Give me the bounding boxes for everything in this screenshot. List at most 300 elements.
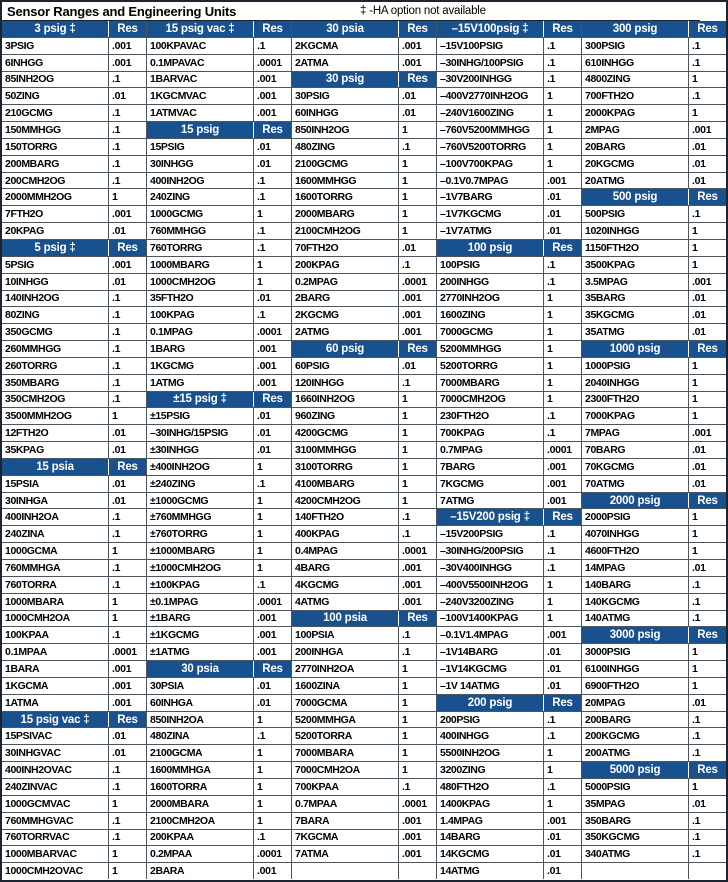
range-cell: 4070INHGG: [582, 526, 689, 542]
res-cell: .001: [257, 73, 277, 86]
table-row: [292, 796, 436, 813]
res-cell: .1: [692, 90, 701, 103]
range-cell: –1V7KGCMG: [437, 206, 544, 222]
range-cell: 20KGCMG: [582, 156, 689, 172]
table-row: [2, 274, 146, 291]
range-cell: 70FTH2O: [292, 240, 399, 256]
res-cell: 1: [257, 545, 263, 558]
section-header-cell: 15 psig vac ‡: [147, 21, 254, 37]
table-row: [582, 661, 726, 678]
range-cell: 70KGCMG: [582, 459, 689, 475]
table-row: [437, 493, 581, 510]
range-cell: 35KPAG: [2, 442, 109, 458]
table-row: [437, 577, 581, 594]
res-header-cell: Res: [399, 21, 436, 37]
table-row: [292, 728, 436, 745]
table-row: [582, 678, 726, 695]
range-cell: 140KGCMG: [582, 594, 689, 610]
range-cell: 12FTH2O: [2, 425, 109, 441]
range-cell: 7000MBARA: [292, 745, 399, 761]
table-row: [437, 678, 581, 695]
table-row: [147, 274, 291, 291]
table-row: [582, 830, 726, 847]
table-row: [2, 644, 146, 661]
res-cell: .0001: [402, 797, 427, 810]
table-row: [2, 543, 146, 560]
range-cell: 4ATMG: [292, 594, 399, 610]
res-cell: .1: [547, 258, 556, 271]
range-cell: 480ZINA: [147, 728, 254, 744]
table-row: [292, 577, 436, 594]
table-row: [437, 644, 581, 661]
table-row: [437, 796, 581, 813]
section-header-row: [292, 72, 436, 89]
range-cell: –760V5200MMHGG: [437, 122, 544, 138]
range-cell: 100KPAVAC: [147, 38, 254, 54]
range-cell: 4100MBARG: [292, 476, 399, 492]
range-cell: 35FTH2O: [147, 291, 254, 307]
table-row: [292, 543, 436, 560]
range-cell: 1600TORRG: [292, 189, 399, 205]
range-cell: ±760TORRG: [147, 526, 254, 542]
table-row: [292, 189, 436, 206]
range-cell: 200INHGA: [292, 644, 399, 660]
range-cell: 1KGCMVAC: [147, 88, 254, 104]
table-row: [292, 779, 436, 796]
range-cell: 30INHGG: [147, 156, 254, 172]
table-row: [582, 206, 726, 223]
res-cell: .1: [692, 814, 701, 827]
res-cell: .001: [257, 865, 277, 878]
range-cell: 1000CMH2OA: [2, 611, 109, 627]
table-row: [437, 189, 581, 206]
res-cell: .1: [257, 241, 266, 254]
table-row: [437, 341, 581, 358]
section-header-row: [437, 240, 581, 257]
range-cell: 1020INHGG: [582, 223, 689, 239]
table-row: [292, 712, 436, 729]
range-cell: 1ATMA: [2, 695, 109, 711]
range-cell: 5200MMHGG: [437, 341, 544, 357]
res-cell: .1: [402, 629, 411, 642]
range-cell: –1V7BARG: [437, 189, 544, 205]
table-row: [437, 661, 581, 678]
res-header-cell: Res: [544, 21, 581, 37]
res-cell: 1: [257, 208, 263, 221]
range-cell: 480ZING: [292, 139, 399, 155]
res-cell: .01: [257, 679, 271, 692]
res-cell: 1: [112, 865, 118, 878]
res-cell: .001: [692, 123, 712, 136]
range-cell: ±240ZING: [147, 476, 254, 492]
table-row: [2, 779, 146, 796]
range-cell: 1600ZINA: [292, 678, 399, 694]
range-cell: 85INH2OG: [2, 72, 109, 88]
range-cell: 2000MBARA: [147, 796, 254, 812]
table-row: [582, 274, 726, 291]
res-cell: 1: [402, 460, 408, 473]
table-row: [147, 375, 291, 392]
range-cell: 5PSIG: [2, 257, 109, 273]
table-row: [147, 38, 291, 55]
range-cell: –1V14KGCMG: [437, 661, 544, 677]
res-cell: .01: [402, 359, 416, 372]
range-cell: 5200TORRA: [292, 728, 399, 744]
section-header-row: [582, 189, 726, 206]
range-cell: 2KGCMG: [292, 307, 399, 323]
range-cell: 3500MMH2OG: [2, 408, 109, 424]
range-cell: –100V1400KPAG: [437, 611, 544, 627]
table-row: [437, 307, 581, 324]
res-cell: .01: [257, 157, 271, 170]
table-row: [2, 745, 146, 762]
range-cell: 1KGCMG: [147, 358, 254, 374]
table-row: [2, 762, 146, 779]
table-row: [147, 358, 291, 375]
section-header-cell: 1000 psig: [582, 341, 689, 357]
range-cell: 2000PSIG: [582, 509, 689, 525]
res-header-cell: Res: [689, 493, 726, 509]
table-row: [2, 695, 146, 712]
table-row: [147, 291, 291, 308]
table-row: [437, 173, 581, 190]
table-row: [582, 459, 726, 476]
table-row: [2, 223, 146, 240]
res-header-cell: Res: [689, 341, 726, 357]
range-cell: 3.5MPAG: [582, 274, 689, 290]
table-row: [147, 408, 291, 425]
res-cell: .01: [257, 292, 271, 305]
range-cell: 1000GCMVAC: [2, 796, 109, 812]
table-row: [582, 577, 726, 594]
range-cell: 2100GCMA: [147, 745, 254, 761]
res-cell: 1: [257, 460, 263, 473]
table-row: [582, 55, 726, 72]
table-row: [147, 139, 291, 156]
res-cell: 1: [257, 713, 263, 726]
title-bar: [2, 2, 726, 21]
res-cell: 1: [692, 646, 698, 659]
res-cell: .1: [692, 56, 701, 69]
res-cell: .1: [112, 123, 121, 136]
table-row: [437, 813, 581, 830]
res-cell: .01: [547, 679, 561, 692]
res-cell: .001: [547, 814, 567, 827]
res-cell: .01: [547, 831, 561, 844]
range-cell: 2KGCMA: [292, 38, 399, 54]
table-row: [437, 712, 581, 729]
res-cell: .1: [402, 780, 411, 793]
table-row: [437, 543, 581, 560]
res-cell: .01: [692, 460, 706, 473]
table-row: [292, 526, 436, 543]
table-row: [582, 173, 726, 190]
range-cell: 7ATMG: [437, 493, 544, 509]
range-cell: –400V5500INH2OG: [437, 577, 544, 593]
range-cell: 7000GCMG: [437, 324, 544, 340]
res-cell: .1: [402, 511, 411, 524]
table-row: [147, 425, 291, 442]
res-cell: .1: [112, 359, 121, 372]
table-row: [2, 122, 146, 139]
section-header-row: [582, 21, 726, 38]
range-cell: –15V200PSIG: [437, 526, 544, 542]
table-row: [2, 139, 146, 156]
range-cell: 7000MBARG: [437, 375, 544, 391]
range-cell: 1BARVAC: [147, 72, 254, 88]
range-cell: 200ATMG: [582, 745, 689, 761]
res-cell: .001: [257, 107, 277, 120]
res-cell: .1: [257, 225, 266, 238]
corner-gap: [700, 0, 728, 21]
res-cell: 1: [402, 427, 408, 440]
range-cell: 6100INHGG: [582, 661, 689, 677]
table-row: [437, 375, 581, 392]
range-cell: ±1KGCMG: [147, 627, 254, 643]
table-row: [437, 762, 581, 779]
res-cell: .001: [257, 612, 277, 625]
res-cell: .01: [112, 444, 126, 457]
table-row: [2, 425, 146, 442]
range-cell: 0.7MPAG: [437, 442, 544, 458]
res-cell: .01: [257, 696, 271, 709]
range-cell: 35BARG: [582, 291, 689, 307]
range-cell: 760MMHGVAC: [2, 813, 109, 829]
column-group-2: [147, 21, 292, 879]
range-cell: 760MMHGG: [147, 223, 254, 239]
table-row: [292, 240, 436, 257]
table-row: [292, 307, 436, 324]
range-cell: –30INHG/100PSIG: [437, 55, 544, 71]
table-row: [147, 173, 291, 190]
table-row: [2, 594, 146, 611]
range-cell: 300PSIG: [582, 38, 689, 54]
section-header-row: [582, 493, 726, 510]
res-cell: .1: [112, 309, 121, 322]
res-cell: .01: [692, 140, 706, 153]
res-cell: .1: [692, 747, 701, 760]
range-cell: 200MBARG: [2, 156, 109, 172]
res-cell: .001: [402, 578, 422, 591]
res-cell: 1: [402, 730, 408, 743]
range-cell: 200KGCMG: [582, 728, 689, 744]
table-row: [2, 728, 146, 745]
table-row: [437, 291, 581, 308]
res-cell: .1: [402, 258, 411, 271]
table-row: [2, 189, 146, 206]
table-row: [2, 375, 146, 392]
range-cell: 120INHGG: [292, 375, 399, 391]
res-cell: .1: [112, 393, 121, 406]
res-cell: 1: [257, 561, 263, 574]
res-cell: [689, 863, 726, 879]
res-cell: .001: [257, 376, 277, 389]
range-cell: 2100CMH2OG: [292, 223, 399, 239]
res-cell: .01: [112, 275, 126, 288]
table-row: [292, 863, 436, 879]
res-cell: .01: [547, 662, 561, 675]
range-cell: 2770INH2OA: [292, 661, 399, 677]
res-cell: .01: [547, 646, 561, 659]
res-cell: .1: [112, 814, 121, 827]
res-cell: .001: [112, 662, 132, 675]
res-cell: .1: [112, 73, 121, 86]
table-row: [147, 156, 291, 173]
res-cell: .01: [112, 494, 126, 507]
res-cell: 1: [547, 578, 553, 591]
table-row: [582, 139, 726, 156]
section-header-cell: –15V200 psig ‡: [437, 509, 544, 525]
range-cell: 14BARG: [437, 830, 544, 846]
table-row: [582, 72, 726, 89]
table-row: [582, 358, 726, 375]
section-header-row: [2, 712, 146, 729]
range-cell: 760TORRVAC: [2, 830, 109, 846]
table-row: [2, 156, 146, 173]
range-cell: 5200MMHGA: [292, 712, 399, 728]
res-cell: .1: [547, 56, 556, 69]
res-cell: .1: [112, 376, 121, 389]
res-cell: .001: [257, 629, 277, 642]
res-cell: .01: [692, 292, 706, 305]
res-cell: 1: [402, 747, 408, 760]
range-cell: 7000KPAG: [582, 408, 689, 424]
res-header-cell: Res: [109, 459, 146, 475]
res-cell: [399, 863, 436, 879]
table-row: [437, 627, 581, 644]
res-header-cell: Res: [544, 240, 581, 256]
range-cell: 7BARA: [292, 813, 399, 829]
table-row: [437, 728, 581, 745]
column-group-3: [292, 21, 437, 879]
table-row: [147, 105, 291, 122]
table-row: [437, 408, 581, 425]
table-row: [437, 105, 581, 122]
res-cell: 1: [547, 359, 553, 372]
range-cell: ±1BARG: [147, 611, 254, 627]
res-cell: .1: [547, 73, 556, 86]
table-row: [2, 341, 146, 358]
table-row: [147, 240, 291, 257]
table-row: [2, 796, 146, 813]
range-cell: 3200ZING: [437, 762, 544, 778]
range-cell: 200INHGG: [437, 274, 544, 290]
res-cell: .01: [547, 208, 561, 221]
range-cell: 3000PSIG: [582, 644, 689, 660]
res-header-cell: Res: [399, 72, 436, 88]
res-cell: .1: [257, 174, 266, 187]
table-row: [147, 307, 291, 324]
table-row: [292, 644, 436, 661]
range-cell: 500PSIG: [582, 206, 689, 222]
table-row: [2, 830, 146, 847]
range-cell: 1000CMH2OG: [147, 274, 254, 290]
table-row: [292, 156, 436, 173]
range-cell: [582, 863, 689, 879]
table-row: [147, 712, 291, 729]
res-cell: .001: [402, 326, 422, 339]
res-cell: .1: [112, 831, 121, 844]
res-cell: 1: [547, 342, 553, 355]
range-cell: 3100MMHGG: [292, 442, 399, 458]
res-cell: .0001: [257, 595, 282, 608]
res-cell: .001: [402, 561, 422, 574]
res-cell: 1: [402, 679, 408, 692]
range-cell: 150MMHGG: [2, 122, 109, 138]
range-cell: 260MMHGG: [2, 341, 109, 357]
res-cell: 1: [257, 797, 263, 810]
range-cell: –30V400INHGG: [437, 560, 544, 576]
res-cell: 1: [402, 477, 408, 490]
table-row: [2, 88, 146, 105]
range-cell: 760TORRG: [147, 240, 254, 256]
range-cell: 2000MBARG: [292, 206, 399, 222]
res-cell: 1: [692, 780, 698, 793]
range-cell: 20ATMG: [582, 173, 689, 189]
res-cell: .1: [692, 831, 701, 844]
res-header-cell: Res: [109, 21, 146, 37]
res-cell: .1: [257, 191, 266, 204]
res-cell: .1: [547, 561, 556, 574]
table-row: [147, 206, 291, 223]
section-header-row: [582, 341, 726, 358]
res-cell: .001: [692, 275, 712, 288]
table-row: [147, 223, 291, 240]
range-cell: 2300FTH2O: [582, 392, 689, 408]
range-cell: 350MBARG: [2, 375, 109, 391]
res-cell: .1: [257, 309, 266, 322]
range-cell: 2ATMA: [292, 55, 399, 71]
table-row: [292, 274, 436, 291]
table-row: [582, 745, 726, 762]
res-cell: .1: [112, 292, 121, 305]
table-row: [582, 813, 726, 830]
res-cell: .1: [692, 612, 701, 625]
table-row: [292, 55, 436, 72]
res-cell: 1: [547, 764, 553, 777]
res-cell: 1: [257, 780, 263, 793]
table-row: [582, 324, 726, 341]
table-row: [2, 577, 146, 594]
res-cell: 1: [257, 258, 263, 271]
range-cell: 1000MBARVAC: [2, 846, 109, 862]
table-row: [292, 459, 436, 476]
range-cell: 200PSIG: [437, 712, 544, 728]
range-cell: 400INH2OVAC: [2, 762, 109, 778]
table-row: [437, 594, 581, 611]
section-header-row: [582, 627, 726, 644]
range-cell: 200BARG: [582, 712, 689, 728]
range-cell: 1ATMG: [147, 375, 254, 391]
column-group-5: [582, 21, 726, 879]
res-cell: 1: [692, 258, 698, 271]
table-row: [2, 509, 146, 526]
res-cell: .01: [112, 90, 126, 103]
res-cell: .01: [692, 309, 706, 322]
res-cell: 1: [402, 696, 408, 709]
res-cell: .001: [402, 292, 422, 305]
res-cell: .01: [112, 225, 126, 238]
res-cell: 1: [547, 376, 553, 389]
res-cell: .01: [692, 174, 706, 187]
res-cell: .001: [402, 595, 422, 608]
res-cell: 1: [547, 292, 553, 305]
range-cell: –15V100PSIG: [437, 38, 544, 54]
range-cell: 35MPAG: [582, 796, 689, 812]
table-row: [292, 324, 436, 341]
res-cell: .01: [692, 444, 706, 457]
footnote-ha-option: ‡ -HA option not available: [360, 5, 486, 17]
